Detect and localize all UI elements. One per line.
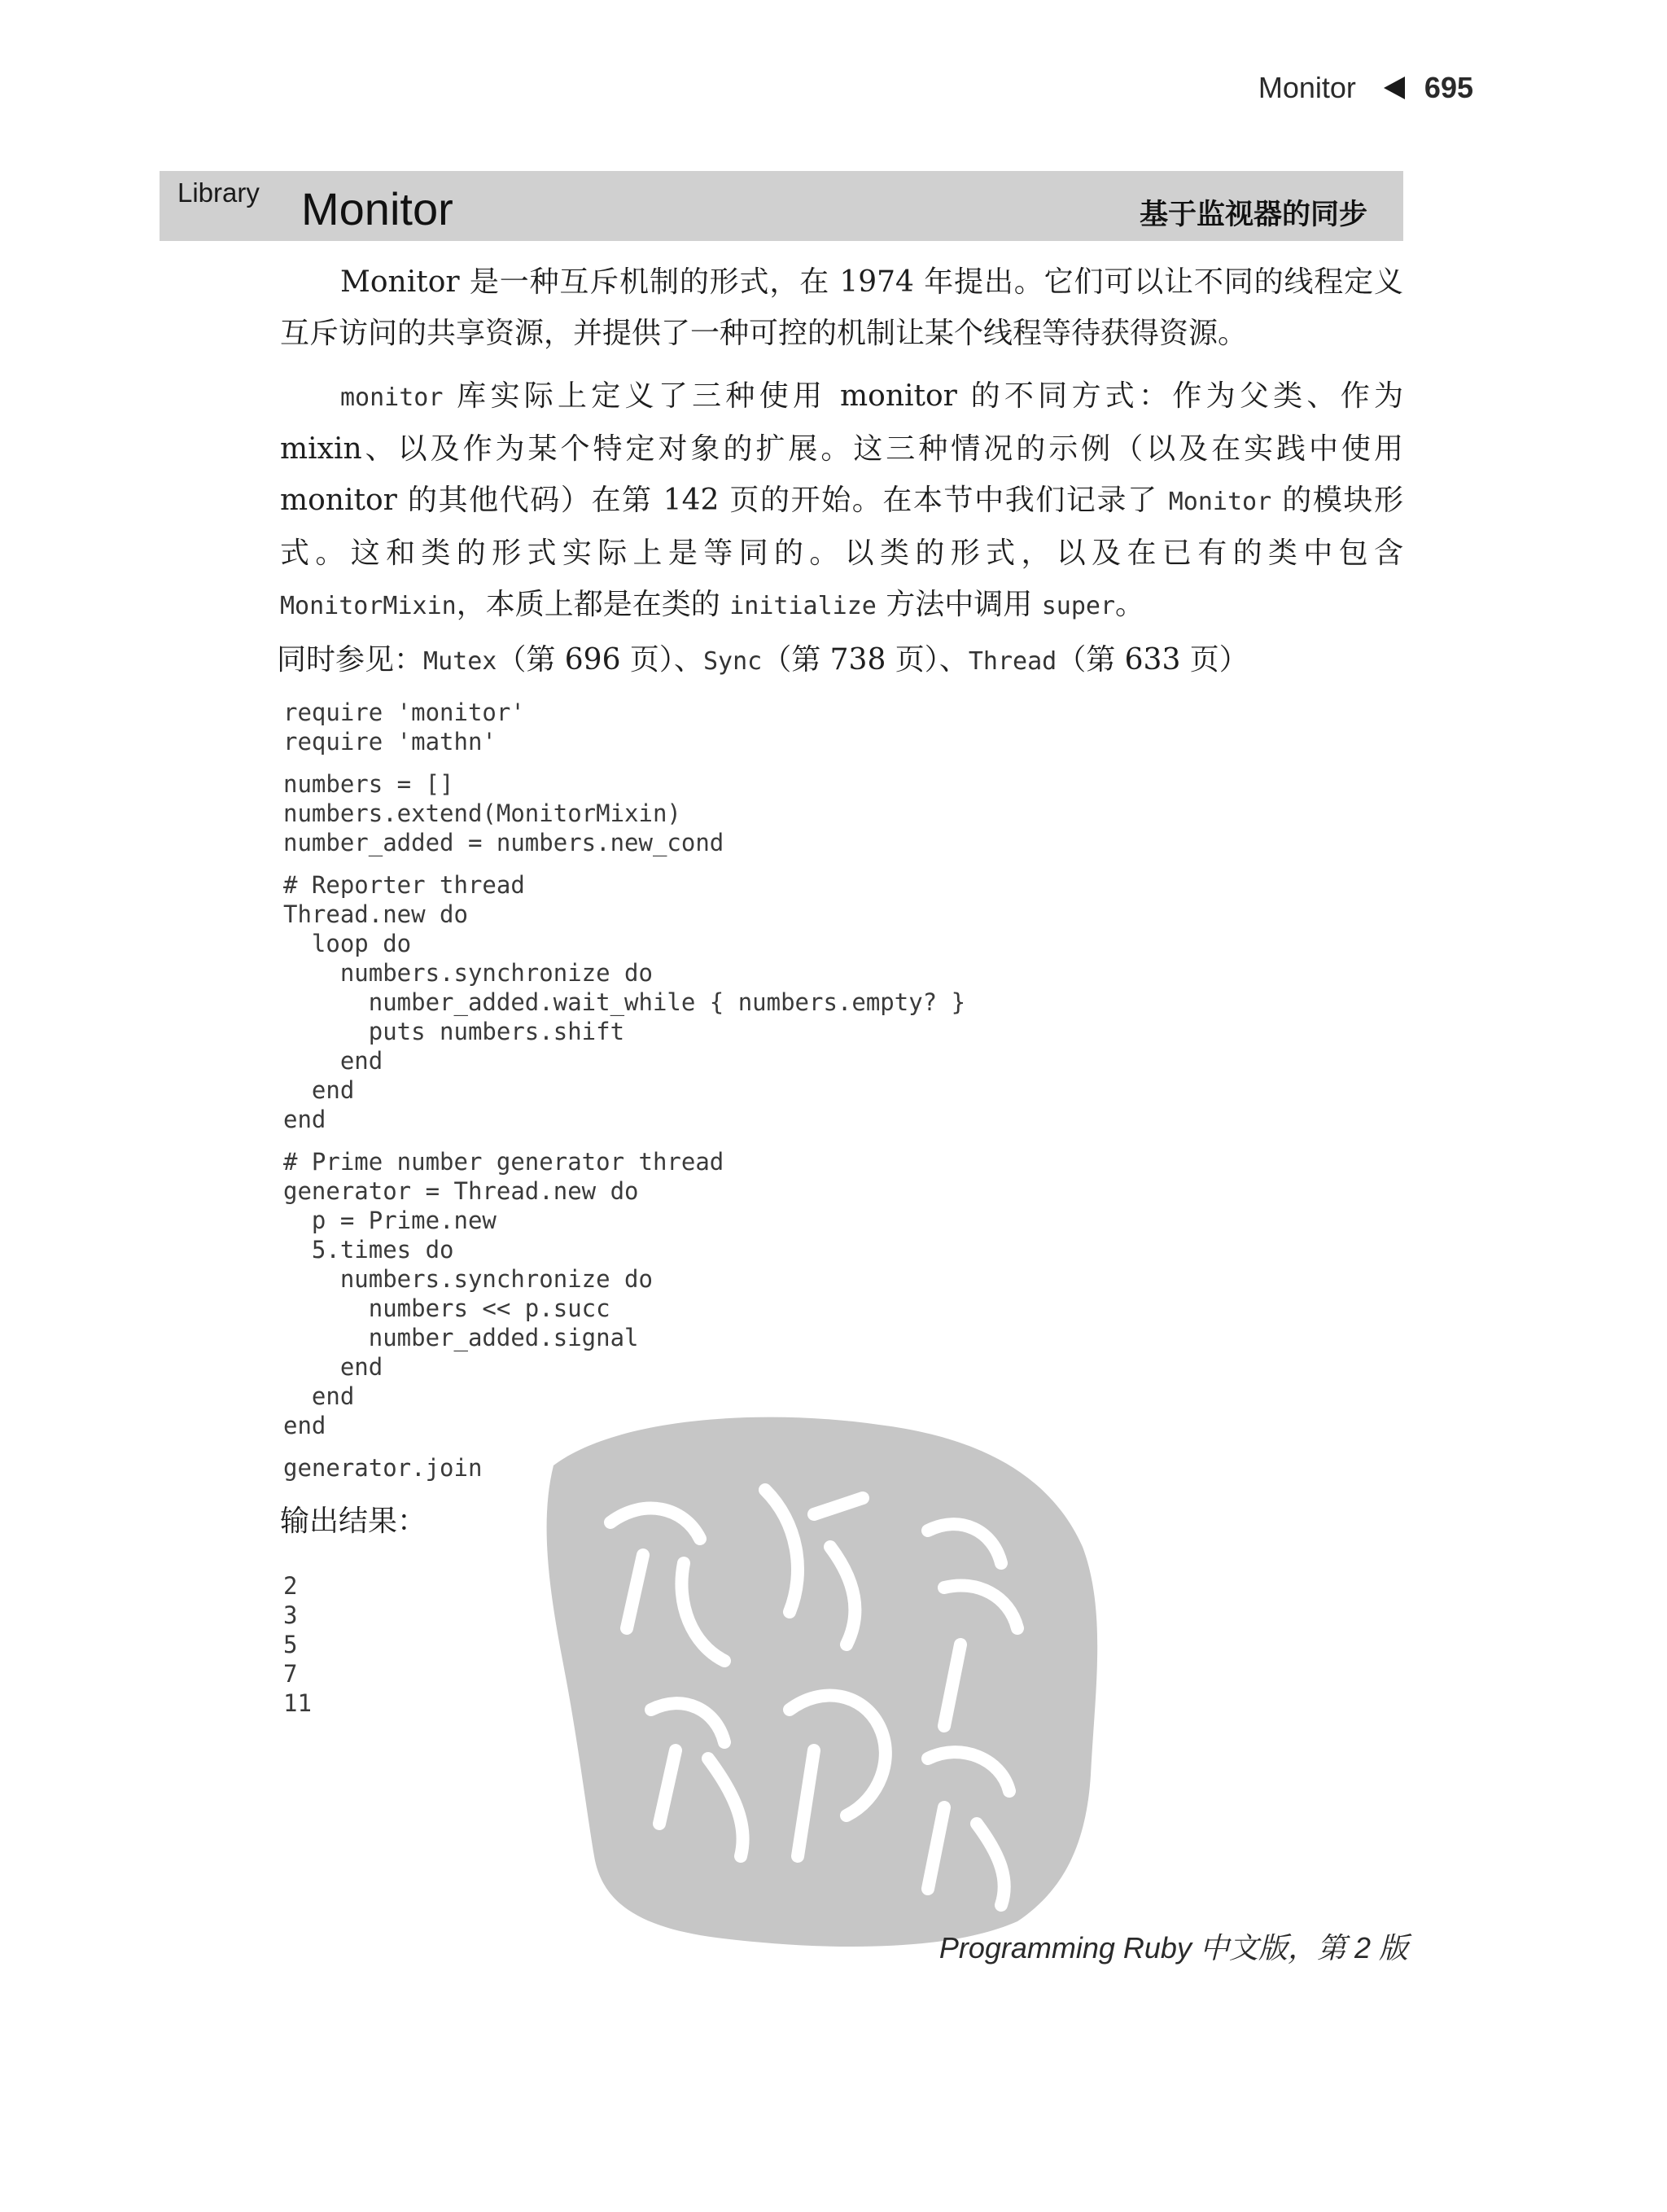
code-line: numbers.synchronize do	[283, 1265, 653, 1293]
code-line: end	[283, 1047, 383, 1075]
code-line: # Reporter thread	[283, 871, 525, 899]
code-gap	[283, 857, 965, 870]
code-line: end	[283, 1106, 326, 1133]
code-line: # Prime number generator thread	[283, 1148, 724, 1176]
text-run: 方法中调用	[876, 588, 1042, 621]
code-line: number_added.wait_while { numbers.empty? }	[283, 988, 966, 1016]
code-line: generator.join	[283, 1454, 483, 1482]
paragraph-text: Monitor 是一种互斥机制的形式，在 1974 年提出。它们可以让不同的线程定义互斥访问的共享资源，并提供了一种可控的机制让某个线程等待获得资源。	[280, 265, 1403, 350]
code-line: p = Prime.new	[283, 1207, 497, 1234]
output-line: 3	[283, 1601, 298, 1629]
output-line: 5	[283, 1631, 298, 1658]
code-line: Thread.new do	[283, 900, 468, 928]
see-also-class: Thread	[968, 647, 1057, 676]
running-header	[1205, 65, 1473, 111]
output-listing	[283, 1571, 312, 1718]
code-gap	[283, 756, 965, 769]
code-line: require 'monitor'	[283, 699, 525, 726]
usage-paragraph	[280, 370, 1403, 632]
see-also-class: Mutex	[423, 647, 497, 676]
library-tag: Library	[177, 177, 260, 208]
code-line: numbers.synchronize do	[283, 959, 653, 987]
text-run: ，本质上都是在类的	[456, 588, 730, 621]
output-line: 2	[283, 1572, 298, 1600]
running-header-title: Monitor	[1258, 71, 1356, 104]
code-gap	[283, 1440, 965, 1453]
code-term: monitor	[340, 383, 444, 412]
text-run: 库实际上定义了三种使用 monitor 的不同方式：作为父类、作为 mixin、以及作为某个特定对象的扩展。这三种情况的示例（以及在实践中使用 monitor 的其他代码）在第 142 页的开始。在本节中我们记录了	[280, 379, 1403, 517]
code-term: initialize	[729, 592, 877, 620]
code-term: Monitor	[1168, 488, 1272, 516]
see-also	[277, 637, 1249, 685]
output-label: 输出结果：	[280, 1505, 427, 1538]
code-line: numbers.extend(MonitorMixin)	[283, 799, 681, 827]
code-line: end	[283, 1076, 355, 1104]
paragraph-text	[280, 370, 1403, 632]
see-also-separator: 、	[939, 643, 969, 677]
see-also-ref: （第 633 页）	[1057, 643, 1249, 677]
output-line: 7	[283, 1660, 298, 1688]
text-run: 。	[1115, 588, 1145, 621]
code-term: MonitorMixin	[280, 592, 457, 620]
code-line: number_added.signal	[283, 1324, 639, 1351]
code-line: end	[283, 1412, 326, 1439]
code-line: numbers = []	[283, 770, 454, 798]
code-line: loop do	[283, 930, 412, 957]
left-triangle-icon	[1384, 77, 1405, 99]
code-listing	[283, 698, 965, 1483]
see-also-ref: （第 696 页）	[497, 643, 674, 677]
see-also-prefix: 同时参见：	[277, 643, 424, 677]
library-name: Monitor	[301, 183, 453, 234]
code-term: super	[1041, 592, 1116, 620]
code-line: require 'mathn'	[283, 728, 497, 756]
code-line: end	[283, 1353, 383, 1381]
output-line: 11	[283, 1689, 312, 1717]
book-footer: Programming Ruby 中文版，第 2 版	[939, 1931, 1408, 1965]
code-line: puts numbers.shift	[283, 1018, 625, 1045]
see-also-ref: （第 738 页）	[762, 643, 939, 677]
seal-body	[547, 1417, 1098, 1947]
code-line: generator = Thread.new do	[283, 1177, 639, 1205]
code-line: number_added = numbers.new_cond	[283, 829, 724, 856]
text-run: 的模块形式。这和类的形式实际上是等同的。以类的形式，以及在已有的类中包含	[280, 484, 1403, 570]
code-line: 5.times do	[283, 1236, 454, 1264]
library-banner	[160, 171, 1403, 241]
code-gap	[283, 1134, 965, 1147]
page-number: 695	[1424, 71, 1473, 104]
library-summary: 基于监视器的同步	[1139, 199, 1367, 230]
library-seal	[521, 1400, 1107, 1954]
code-line: numbers << p.succ	[283, 1294, 610, 1322]
code-line: end	[283, 1382, 355, 1410]
intro-paragraph	[280, 256, 1403, 359]
see-also-class: Sync	[702, 647, 763, 676]
see-also-separator: 、	[673, 643, 703, 677]
